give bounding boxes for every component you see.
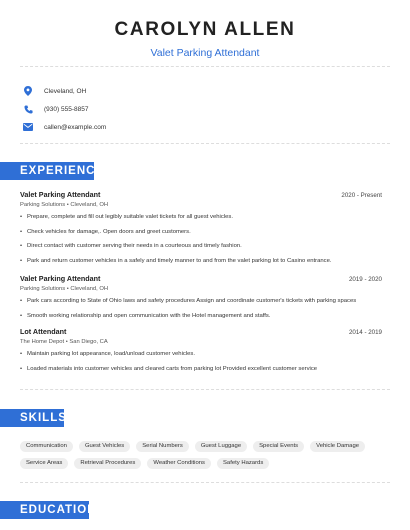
skill-chip: Service Areas	[20, 458, 68, 469]
job-bullet: • Maintain parking lot appearance, load/unload customer vehicles.	[20, 351, 382, 357]
resume-header	[0, 19, 410, 59]
job-bullet: • Park cars according to State of Ohio laws and safety procedures Assign and coordinate customer's tickets with parking spaces	[20, 298, 382, 304]
mail-icon	[20, 123, 36, 131]
job-dates: 2019 - 2020	[348, 276, 382, 283]
job-bullet: • Check vehicles for damage,. Open doors and greet customers.	[20, 229, 382, 235]
experience-item	[20, 274, 382, 319]
skill-chip: Communication	[20, 441, 73, 452]
contact-email-text: callen@example.com	[44, 123, 107, 131]
job-organization: Parking Solutions • Cleveland, OH	[20, 286, 109, 292]
header-divider	[20, 66, 390, 67]
skill-chip: Safety Hazards	[217, 458, 269, 469]
job-bullets	[20, 214, 382, 264]
job-bullet: • Park and return customer vehicles in a safely and timely manner to and from the valet parking lot to Casino entrance.	[20, 258, 382, 264]
skill-chip: Serial Numbers	[136, 441, 189, 452]
job-bullets	[20, 298, 382, 319]
map-pin-icon	[20, 86, 36, 96]
section-skills-heading: SKILLS	[0, 409, 64, 427]
contact-email	[20, 118, 106, 136]
skills-list	[20, 441, 390, 469]
experience-item	[20, 190, 382, 264]
skill-chip: Weather Conditions	[147, 458, 211, 469]
section-education-heading: EDUCATION	[0, 501, 89, 519]
section-experience-heading: EXPERIENCE	[0, 162, 94, 180]
candidate-name: CAROLYN ALLEN	[114, 19, 296, 40]
contact-location	[20, 82, 106, 100]
contact-phone	[20, 100, 106, 118]
skill-chip: Guest Vehicles	[79, 441, 130, 452]
job-bullet: • Smooth working relationship and open communication with the Hotel management and staffs.	[20, 313, 382, 319]
skills-divider	[20, 482, 390, 483]
job-title: Valet Parking Attendant	[20, 190, 101, 199]
contact-location-text: Cleveland, OH	[44, 87, 87, 95]
contact-phone-text: (930) 555-8857	[44, 105, 89, 113]
job-organization: The Home Depot • San Diego, CA	[20, 339, 108, 345]
experience-divider	[20, 389, 390, 390]
job-bullets	[20, 351, 382, 372]
job-bullet: • Direct contact with customer serving their needs in a courteous and timely fashion.	[20, 243, 382, 249]
job-bullet: • Loaded materials into customer vehicles and cleared carts from parking lot Provided excellent customer service	[20, 366, 382, 372]
phone-icon	[20, 105, 36, 114]
job-title: Lot Attendant	[20, 327, 67, 336]
skill-chip: Vehicle Damage	[310, 441, 365, 452]
job-dates: 2020 - Present	[341, 192, 382, 199]
job-organization: Parking Solutions • Cleveland, OH	[20, 202, 109, 208]
contact-list	[20, 82, 106, 136]
job-bullet: • Prepare, complete and fill out legibly suitable valet tickets for all guest vehicles.	[20, 214, 382, 220]
skill-chip: Guest Luggage	[195, 441, 247, 452]
contact-divider	[20, 143, 390, 144]
job-dates: 2014 - 2019	[348, 329, 382, 336]
candidate-role: Valet Parking Attendant	[150, 47, 260, 59]
skill-chip: Retrieval Procedures	[74, 458, 141, 469]
job-title: Valet Parking Attendant	[20, 274, 101, 283]
experience-item	[20, 327, 382, 372]
skill-chip: Special Events	[253, 441, 304, 452]
